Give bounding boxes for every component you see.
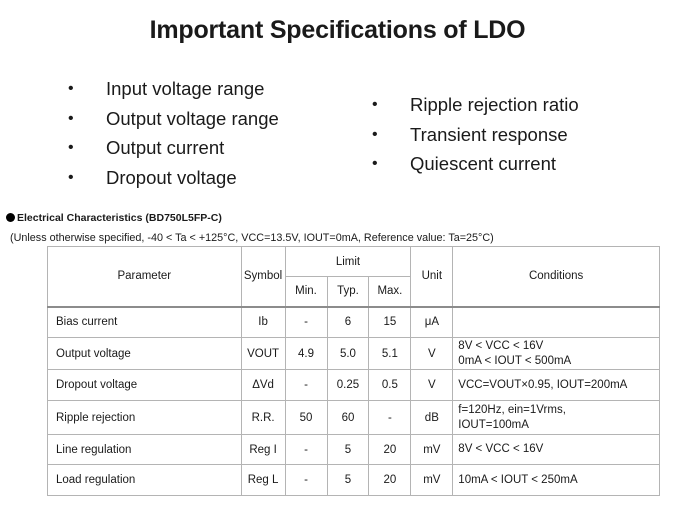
bullet-list-left bbox=[68, 74, 279, 192]
header-max: Max. bbox=[369, 277, 411, 307]
cell-parameter: Load regulation bbox=[48, 465, 242, 496]
cell-parameter: Ripple rejection bbox=[48, 401, 242, 435]
slide-title: Important Specifications of LDO bbox=[149, 16, 526, 44]
cell-max: 15 bbox=[369, 307, 411, 338]
cell-symbol: Ib bbox=[241, 307, 285, 338]
cell-unit: μA bbox=[411, 307, 453, 338]
cell-max: 0.5 bbox=[369, 370, 411, 401]
header-typ: Typ. bbox=[327, 277, 369, 307]
ec-conditions-note: (Unless otherwise specified, -40 < Ta < +125°C, VCC=13.5V, IOUT=0mA, Reference value: Ta=25°C) bbox=[10, 232, 494, 244]
bullet-list-right bbox=[372, 90, 579, 179]
cell-unit: dB bbox=[411, 401, 453, 435]
cell-min: - bbox=[285, 435, 327, 465]
table-row bbox=[48, 307, 660, 338]
header-limit: Limit bbox=[285, 247, 411, 277]
cell-parameter: Dropout voltage bbox=[48, 370, 242, 401]
bullet-item: • Input voltage range bbox=[68, 74, 279, 104]
header-parameter: Parameter bbox=[48, 247, 242, 307]
cell-unit: mV bbox=[411, 465, 453, 496]
cell-parameter: Line regulation bbox=[48, 435, 242, 465]
cell-typ: 5 bbox=[327, 465, 369, 496]
cell-min: 4.9 bbox=[285, 338, 327, 370]
bullet-item: • Ripple rejection ratio bbox=[372, 90, 579, 120]
spec-table bbox=[47, 246, 660, 496]
cell-max: - bbox=[369, 401, 411, 435]
bullet-dot-icon bbox=[6, 213, 15, 222]
cell-parameter: Output voltage bbox=[48, 338, 242, 370]
cell-min: - bbox=[285, 465, 327, 496]
cell-symbol: Reg I bbox=[241, 435, 285, 465]
cell-typ: 5 bbox=[327, 435, 369, 465]
cell-min: - bbox=[285, 370, 327, 401]
cell-unit: mV bbox=[411, 435, 453, 465]
cell-symbol: R.R. bbox=[241, 401, 285, 435]
cell-conditions bbox=[453, 338, 660, 370]
cell-unit: V bbox=[411, 370, 453, 401]
table-row bbox=[48, 465, 660, 496]
condition-line: VCC=VOUT×0.95, IOUT=200mA bbox=[458, 378, 628, 391]
cell-symbol: Reg L bbox=[241, 465, 285, 496]
electrical-characteristics-heading bbox=[6, 212, 222, 224]
condition-line: 0mA < IOUT < 500mA bbox=[458, 354, 572, 367]
condition-line: IOUT=100mA bbox=[458, 418, 529, 431]
cell-conditions bbox=[453, 401, 660, 435]
ec-heading-text: Electrical Characteristics (BD750L5FP-C) bbox=[17, 212, 222, 224]
cell-symbol: VOUT bbox=[241, 338, 285, 370]
cell-symbol: ΔVd bbox=[241, 370, 285, 401]
cell-min: 50 bbox=[285, 401, 327, 435]
cell-typ: 5.0 bbox=[327, 338, 369, 370]
cell-typ: 0.25 bbox=[327, 370, 369, 401]
bullet-item: • Quiescent current bbox=[372, 149, 579, 179]
bullet-item: • Transient response bbox=[372, 120, 579, 150]
cell-min: - bbox=[285, 307, 327, 338]
table-row bbox=[48, 370, 660, 401]
condition-line: 10mA < IOUT < 250mA bbox=[458, 473, 578, 486]
header-unit: Unit bbox=[411, 247, 453, 307]
cell-max: 20 bbox=[369, 465, 411, 496]
header-symbol: Symbol bbox=[241, 247, 285, 307]
table-row bbox=[48, 401, 660, 435]
cell-max: 5.1 bbox=[369, 338, 411, 370]
table-row bbox=[48, 338, 660, 370]
bullet-item: • Output voltage range bbox=[68, 104, 279, 134]
condition-line: 8V < VCC < 16V bbox=[458, 443, 544, 455]
cell-parameter: Bias current bbox=[48, 307, 242, 338]
header-conditions: Conditions bbox=[453, 247, 660, 307]
cell-conditions bbox=[453, 370, 660, 401]
bullet-item: • Output current bbox=[68, 133, 279, 163]
cell-conditions bbox=[453, 435, 660, 465]
cell-unit: V bbox=[411, 338, 453, 370]
condition-line: f=120Hz, ein=1Vrms, bbox=[458, 403, 566, 416]
cell-conditions bbox=[453, 465, 660, 496]
cell-typ: 6 bbox=[327, 307, 369, 338]
cell-conditions bbox=[453, 307, 660, 338]
cell-typ: 60 bbox=[327, 401, 369, 435]
header-min: Min. bbox=[285, 277, 327, 307]
table-row bbox=[48, 435, 660, 465]
bullet-item: • Dropout voltage bbox=[68, 163, 279, 193]
condition-line: 8V < VCC < 16V bbox=[458, 339, 544, 352]
cell-max: 20 bbox=[369, 435, 411, 465]
